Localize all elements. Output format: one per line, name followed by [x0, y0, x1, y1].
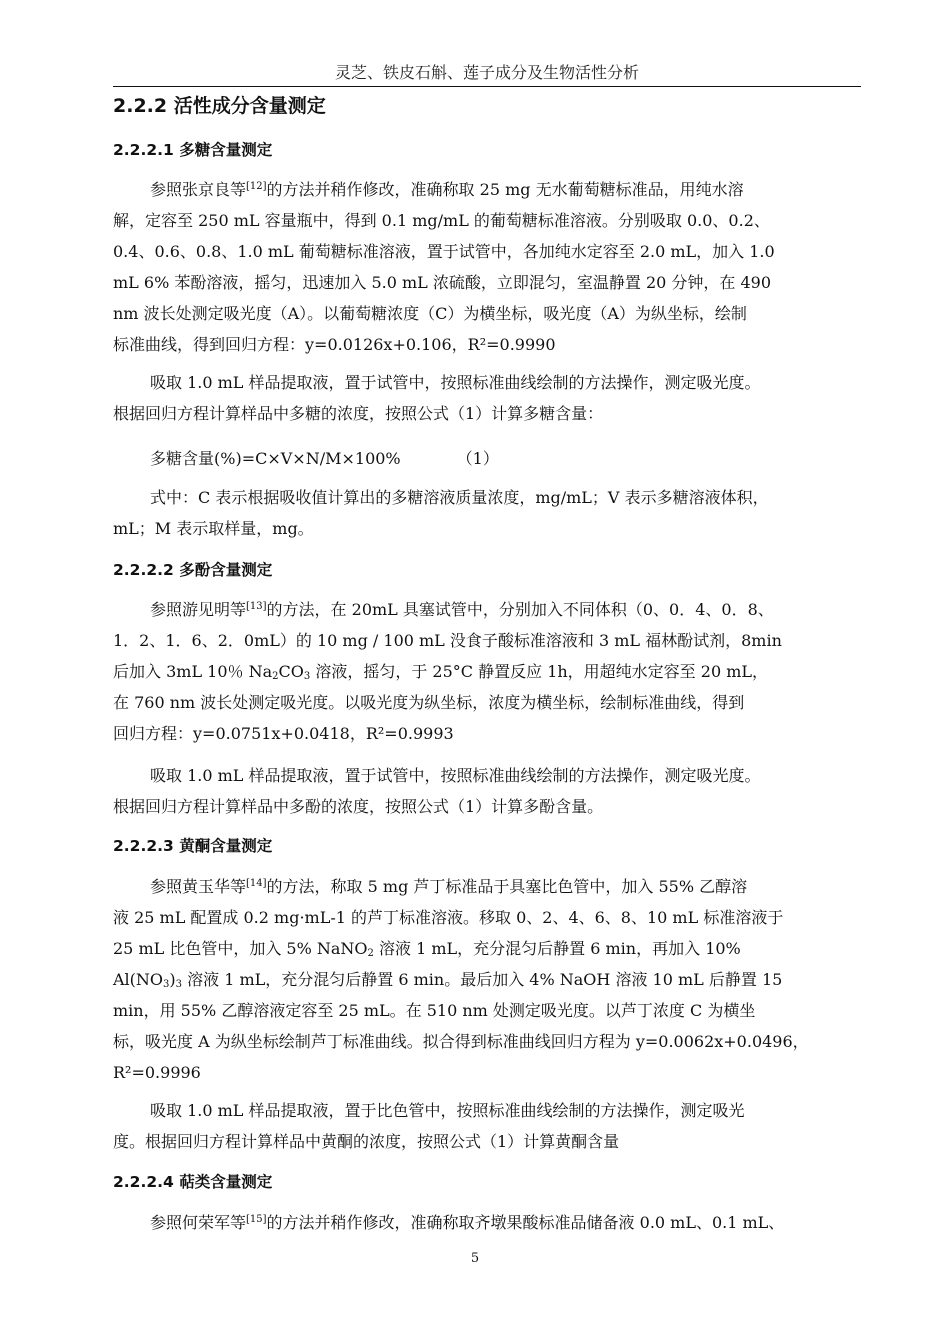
text-line: 解，定容至 250 mL 容量瓶中，得到 0.1 mg/mL 的葡萄糖标准溶液。分别吸取 0.0、0.2、	[113, 211, 770, 230]
text-line: 参照何荣军等[15]的方法并稍作修改，准确称取齐墩果酸标准品储备液 0.0 mL、0.1 mL、	[150, 1213, 785, 1232]
header-rule	[113, 86, 861, 87]
subsection-heading-polyphenol: 2.2.2.2 多酚含量测定	[113, 561, 273, 579]
paragraph-polyphenol-method	[113, 594, 861, 749]
subsection-heading-polysaccharide: 2.2.2.1 多糖含量测定	[113, 141, 273, 159]
text-line: 25 mL 比色管中，加入 5% NaNO$_2$ 溶液 1 mL，充分混匀后静置 6 min，再加入 10%	[113, 939, 741, 959]
text-line: mL；M 表示取样量，mg。	[113, 519, 314, 538]
paragraph-terpenoid-method	[113, 1207, 861, 1238]
paragraph-formula-legend	[113, 482, 861, 544]
text-line: $Al(NO_3)_3$ 溶液 1 mL，充分混匀后静置 6 min。最后加入 4% NaOH 溶液 10 mL 后静置 15	[113, 970, 783, 990]
text-line: 度。根据回归方程计算样品中黄酮的浓度，按照公式（1）计算黄酮含量	[113, 1132, 620, 1151]
text-line: mL 6% 苯酚溶液，摇匀，迅速加入 5.0 mL 浓硫酸，立即混匀，室温静置 20 分钟，在 490	[113, 273, 772, 292]
text-line: 吸取 1.0 mL 样品提取液，置于比色管中，按照标准曲线绘制的方法操作，测定吸光	[150, 1101, 745, 1120]
paragraph-polyphenol-sample	[113, 760, 861, 822]
formula-expression: 多糖含量(%)=C×V×N/M×100%	[150, 449, 401, 468]
citation-ref: [13]	[246, 601, 267, 612]
text-line: 式中：C 表示根据吸收值计算出的多糖溶液质量浓度，mg/mL；V 表示多糖溶液体积，	[150, 488, 769, 507]
paragraph-polysaccharide-method	[113, 174, 861, 360]
text-line: 参照游见明等[13]的方法，在 20mL 具塞试管中，分别加入不同体积（0、0．4、0．8、	[150, 600, 774, 619]
text-line: 1．2、1．6、2．0mL）的 10 mg / 100 mL 没食子酸标准溶液和 3 mL 福林酚试剂，8min	[113, 631, 782, 650]
citation-ref: [14]	[246, 878, 267, 889]
text-line: 吸取 1.0 mL 样品提取液，置于试管中，按照标准曲线绘制的方法操作，测定吸光度。	[150, 373, 761, 392]
running-header: 灵芝、铁皮石斛、莲子成分及生物活性分析	[334, 63, 639, 82]
citation-ref: [12]	[246, 181, 267, 192]
subsection-heading-flavonoid: 2.2.2.3 黄酮含量测定	[113, 837, 273, 855]
text-line: 标准曲线，得到回归方程：y=0.0126x+0.106，R²=0.9990	[113, 335, 556, 354]
text-line: 根据回归方程计算样品中多糖的浓度，按照公式（1）计算多糖含量：	[113, 404, 604, 423]
text-line: 液 25 mL 配置成 0.2 mg·mL-1 的芦丁标准溶液。移取 0、2、4、6、8、10 mL 标准溶液于	[113, 908, 784, 927]
section-heading-2-2-2: 2.2.2 活性成分含量测定	[113, 95, 326, 117]
text-line: 参照黄玉华等[14]的方法，称取 5 mg 芦丁标准品于具塞比色管中，加入 55% 乙醇溶	[150, 877, 748, 896]
text-line: min，用 55% 乙醇溶液定容至 25 mL。在 510 nm 处测定吸光度。以芦丁浓度 C 为横坐	[113, 1001, 756, 1020]
citation-ref: [15]	[246, 1214, 267, 1225]
text-line: 0.4、0.6、0.8、1.0 mL 葡萄糖标准溶液，置于试管中，各加纯水定容至 2.0 mL，加入 1.0	[113, 242, 775, 261]
paragraph-flavonoid-method	[113, 871, 861, 1088]
text-line: 后加入 3mL 10％ $Na_2CO_3$ 溶液，摇匀，于 25°C 静置反应 1h，用超纯水定容至 20 mL，	[113, 662, 769, 682]
page-number: 5	[470, 1251, 480, 1266]
paragraph-flavonoid-sample	[113, 1095, 861, 1157]
text-line: 参照张京良等[12]的方法并稍作修改，准确称取 25 mg 无水葡萄糖标准品，用纯水溶	[150, 180, 744, 199]
text-line: 吸取 1.0 mL 样品提取液，置于试管中，按照标准曲线绘制的方法操作，测定吸光度。	[150, 766, 761, 785]
text-line: 在 760 nm 波长处测定吸光度。以吸光度为纵坐标，浓度为横坐标，绘制标准曲线，得到	[113, 693, 745, 712]
subsection-heading-terpenoid: 2.2.2.4 萜类含量测定	[113, 1173, 273, 1191]
formula-polysaccharide-content	[150, 443, 499, 474]
paragraph-polysaccharide-sample	[113, 367, 861, 429]
text-line: R²=0.9996	[113, 1063, 201, 1082]
text-line: 标，吸光度 A 为纵坐标绘制芦丁标准曲线。拟合得到标准曲线回归方程为 y=0.0062x+0.0496，	[113, 1032, 809, 1051]
text-line: nm 波长处测定吸光度（A）。以葡萄糖浓度（C）为横坐标，吸光度（A）为纵坐标，绘制	[113, 304, 747, 323]
text-line: 回归方程：y=0.0751x+0.0418，R²=0.9993	[113, 724, 454, 743]
equation-number: （1）	[456, 449, 499, 468]
text-line: 根据回归方程计算样品中多酚的浓度，按照公式（1）计算多酚含量。	[113, 797, 604, 816]
